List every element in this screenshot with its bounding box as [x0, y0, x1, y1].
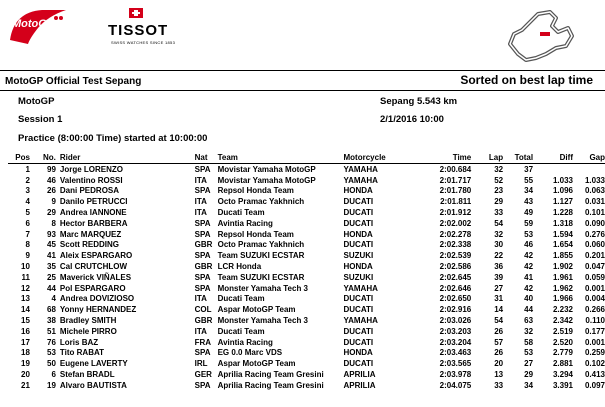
category-label: MotoGP [18, 96, 55, 107]
table-row [8, 358, 605, 369]
cell-time: 2:02.650 [439, 294, 472, 304]
cell-diff: 2.520 [552, 337, 573, 347]
cell-pos: 3 [25, 186, 30, 196]
cell-moto: DUCATI [343, 305, 374, 315]
table-row [8, 164, 605, 175]
cell-moto: HONDA [343, 229, 373, 239]
cell-team: Octo Pramac Yakhnich [217, 197, 305, 207]
table-row [8, 337, 605, 348]
table-row [8, 186, 605, 197]
cell-no: 8 [51, 218, 56, 228]
cell-team: Aprilia Racing Team Gresini [217, 380, 324, 390]
cell-rider: Aleix ESPARGARO [59, 251, 133, 261]
cell-lap: 31 [494, 294, 504, 304]
col-gap: Gap [573, 152, 605, 164]
cell-no: 93 [47, 229, 56, 239]
table-row [8, 240, 605, 251]
cell-diff: 1.961 [552, 272, 573, 282]
cell-pos: 5 [25, 208, 30, 218]
cell-time: 2:01.912 [439, 208, 472, 218]
cell-moto: DUCATI [343, 294, 374, 304]
track-map-icon [500, 4, 580, 66]
cell-rider: Marc MARQUEZ [59, 229, 122, 239]
title-divider [0, 90, 605, 91]
cell-gap: 0.060 [584, 240, 605, 250]
table-header-row [8, 152, 605, 164]
cell-lap: 23 [494, 186, 504, 196]
cell-no: 68 [47, 305, 56, 315]
cell-nat: GBR [194, 262, 213, 272]
cell-diff: 1.962 [552, 283, 573, 293]
col-lap: Lap [471, 152, 503, 164]
cell-lap: 33 [494, 380, 504, 390]
cell-rider: Hector BARBERA [59, 218, 128, 228]
cell-moto: DUCATI [343, 218, 374, 228]
cell-lap: 32 [494, 164, 504, 174]
cell-pos: 13 [21, 294, 30, 304]
cell-nat: GER [194, 370, 212, 380]
cell-no: 4 [51, 294, 56, 304]
cell-time: 2:03.026 [439, 316, 472, 326]
cell-no: 44 [47, 283, 56, 293]
cell-pos: 12 [21, 283, 30, 293]
cell-diff: 1.966 [552, 294, 573, 304]
cell-time: 2:00.684 [439, 164, 472, 174]
cell-nat: SPA [194, 218, 211, 228]
cell-pos: 6 [25, 218, 30, 228]
cell-no: 9 [51, 197, 56, 207]
cell-pos: 11 [21, 272, 30, 282]
cell-no: 53 [47, 348, 56, 358]
table-row [8, 283, 605, 294]
cell-total: 42 [524, 283, 534, 293]
cell-lap: 32 [494, 229, 504, 239]
cell-rider: Maverick VIÑALES [59, 272, 132, 282]
cell-lap: 39 [494, 272, 504, 282]
cell-moto: APRILIA [343, 380, 376, 390]
cell-gap: 0.201 [584, 251, 605, 261]
cell-total: 34 [524, 186, 534, 196]
cell-time: 2:02.586 [439, 262, 472, 272]
cell-no: 45 [47, 240, 56, 250]
table-row [8, 294, 605, 305]
cell-rider: Andrea DOVIZIOSO [59, 294, 135, 304]
cell-no: 41 [47, 251, 56, 261]
cell-pos: 15 [21, 316, 30, 326]
cell-gap: 0.031 [584, 197, 605, 207]
cell-gap: 0.101 [584, 208, 605, 218]
cell-team: Movistar Yamaha MotoGP [217, 175, 316, 185]
cell-pos: 20 [21, 370, 30, 380]
col-nat: Nat [195, 152, 218, 164]
cell-moto: APRILIA [343, 370, 376, 380]
cell-diff: 2.881 [552, 359, 573, 369]
cell-no: 6 [51, 370, 56, 380]
cell-total: 40 [524, 294, 534, 304]
cell-rider: Tito RABAT [59, 348, 105, 358]
cell-gap: 0.090 [584, 218, 605, 228]
cell-moto: DUCATI [343, 326, 374, 336]
cell-team: Movistar Yamaha MotoGP [217, 164, 316, 174]
cell-total: 42 [524, 251, 534, 261]
cell-nat: ITA [194, 326, 207, 336]
cell-diff: 3.391 [552, 380, 573, 390]
cell-moto: DUCATI [343, 359, 374, 369]
cell-time: 2:04.075 [439, 380, 472, 390]
cell-gap: 0.413 [584, 370, 605, 380]
cell-team: Ducati Team [217, 294, 265, 304]
col-diff: Diff [533, 152, 573, 164]
cell-rider: Stefan BRADL [59, 370, 115, 380]
cell-pos: 10 [21, 262, 30, 272]
cell-team: EG 0.0 Marc VDS [217, 348, 283, 358]
cell-nat: GBR [194, 316, 213, 326]
table-row [8, 380, 605, 391]
cell-total: 63 [524, 316, 534, 326]
cell-time: 2:03.978 [439, 370, 472, 380]
cell-lap: 30 [494, 240, 504, 250]
cell-rider: Pol ESPARGARO [59, 283, 126, 293]
cell-rider: Valentino ROSSI [59, 175, 123, 185]
cell-gap: 0.047 [584, 262, 605, 272]
cell-lap: 14 [494, 305, 504, 315]
cell-total: 53 [524, 348, 534, 358]
cell-rider: Loris BAZ [59, 337, 99, 347]
cell-team: Repsol Honda Team [217, 186, 294, 196]
cell-total: 59 [524, 218, 534, 228]
sort-title: Sorted on best lap time [460, 73, 593, 87]
cell-team: Ducati Team [217, 208, 265, 218]
cell-team: Octo Pramac Yakhnich [217, 240, 305, 250]
cell-pos: 18 [21, 348, 30, 358]
cell-time: 2:03.203 [439, 326, 472, 336]
cell-team: Aspar MotoGP Team [217, 359, 296, 369]
cell-total: 32 [524, 326, 534, 336]
cell-moto: YAMAHA [343, 283, 378, 293]
cell-diff: 1.033 [552, 175, 573, 185]
cell-rider: Danilo PETRUCCI [59, 197, 128, 207]
cell-pos: 8 [25, 240, 30, 250]
cell-time: 2:01.717 [439, 175, 472, 185]
cell-no: 25 [47, 272, 56, 282]
cell-lap: 36 [494, 262, 504, 272]
cell-nat: GBR [194, 240, 213, 250]
cell-time: 2:02.645 [439, 272, 472, 282]
cell-pos: 21 [21, 380, 30, 390]
cell-gap: 0.059 [584, 272, 605, 282]
cell-moto: YAMAHA [343, 175, 378, 185]
cell-lap: 13 [494, 370, 504, 380]
cell-moto: YAMAHA [343, 316, 378, 326]
cell-no: 38 [47, 316, 56, 326]
cell-nat: ITA [194, 175, 207, 185]
cell-time: 2:02.338 [439, 240, 472, 250]
cell-nat: FRA [194, 337, 212, 347]
table-row [8, 250, 605, 261]
table-row [8, 175, 605, 186]
cell-total: 55 [524, 175, 534, 185]
cell-pos: 1 [25, 164, 30, 174]
cell-total: 37 [524, 164, 534, 174]
cell-total: 27 [524, 359, 534, 369]
cell-time: 2:01.811 [440, 197, 472, 207]
table-row [8, 207, 605, 218]
cell-time: 2:03.204 [439, 337, 472, 347]
cell-team: Aspar MotoGP Team [217, 305, 296, 315]
cell-team: LCR Honda [217, 262, 262, 272]
cell-lap: 52 [494, 175, 504, 185]
cell-moto: DUCATI [343, 208, 374, 218]
cell-pos: 4 [25, 197, 30, 207]
cell-moto: HONDA [343, 262, 373, 272]
table-row [8, 272, 605, 283]
cell-gap: 0.266 [584, 305, 605, 315]
cell-no: 29 [47, 208, 56, 218]
cell-pos: 17 [21, 337, 30, 347]
cell-total: 46 [524, 240, 534, 250]
cell-diff: 2.232 [552, 305, 573, 315]
practice-note: Practice (8:00:00 Time) started at 10:00:00 [18, 133, 208, 144]
cell-no: 76 [47, 337, 56, 347]
header-divider [0, 70, 605, 71]
cell-diff [533, 164, 573, 175]
cell-no: 50 [47, 359, 56, 369]
cell-diff: 1.594 [552, 229, 573, 239]
cell-nat: ITA [194, 197, 207, 207]
cell-time: 2:02.646 [439, 283, 472, 293]
motogp-logo-text: MotoGP [12, 18, 55, 30]
cell-moto: DUCATI [343, 197, 374, 207]
table-row [8, 229, 605, 240]
table-row [8, 196, 605, 207]
cell-no: 51 [47, 326, 56, 336]
cell-gap: 0.001 [584, 337, 605, 347]
table-row [8, 326, 605, 337]
cell-lap: 54 [494, 316, 504, 326]
cell-total: 49 [524, 208, 534, 218]
cell-diff: 1.318 [552, 218, 573, 228]
cell-no: 35 [47, 262, 56, 272]
col-pos: Pos [8, 152, 34, 164]
cell-gap: 0.063 [584, 186, 605, 196]
cell-rider: Bradley SMITH [59, 316, 117, 326]
cell-pos: 19 [21, 359, 30, 369]
cell-time: 2:03.565 [439, 359, 472, 369]
cell-no: 19 [47, 380, 56, 390]
cell-diff: 1.228 [552, 208, 573, 218]
table-row [8, 218, 605, 229]
col-rider: Rider [60, 152, 195, 164]
cell-total: 29 [524, 370, 534, 380]
cell-total: 58 [524, 337, 534, 347]
results-table [8, 152, 605, 391]
cell-no: 46 [47, 175, 56, 185]
cell-total: 43 [524, 197, 534, 207]
cell-gap [573, 164, 605, 175]
session-label: Session 1 [18, 114, 63, 125]
cell-time: 2:02.278 [439, 229, 472, 239]
cell-team: Aprilia Racing Team Gresini [217, 370, 324, 380]
cell-lap: 33 [494, 208, 504, 218]
cell-total: 44 [524, 305, 534, 315]
cell-team: Repsol Honda Team [217, 229, 294, 239]
cell-pos: 7 [25, 229, 30, 239]
cell-no: 99 [47, 164, 56, 174]
cell-nat: COL [194, 305, 212, 315]
cell-total: 34 [524, 380, 534, 390]
cell-diff: 2.519 [552, 326, 573, 336]
cell-time: 2:02.539 [439, 251, 472, 261]
event-title: MotoGP Official Test Sepang [5, 76, 142, 87]
circuit-label: Sepang 5.543 km [380, 96, 458, 107]
cell-team: Team SUZUKI ECSTAR [217, 272, 305, 282]
cell-diff: 3.294 [552, 370, 573, 380]
cell-nat: SPA [194, 164, 211, 174]
cell-pos: 16 [21, 326, 30, 336]
cell-moto: SUZUKI [343, 272, 374, 282]
cell-diff: 1.096 [552, 186, 573, 196]
cell-gap: 0.097 [584, 380, 605, 390]
cell-gap: 0.001 [584, 283, 605, 293]
cell-time: 2:02.916 [439, 305, 472, 315]
cell-diff: 1.902 [552, 262, 573, 272]
cell-rider: Scott REDDING [59, 240, 120, 250]
cell-team: Ducati Team [217, 326, 265, 336]
cell-rider: Cal CRUTCHLOW [59, 262, 128, 272]
cell-nat: SPA [194, 186, 211, 196]
cell-no: 26 [47, 186, 56, 196]
cell-nat: ITA [194, 294, 207, 304]
cell-team: Avintia Racing [217, 218, 273, 228]
cell-lap: 57 [494, 337, 504, 347]
cell-gap: 1.033 [584, 175, 605, 185]
cell-team: Avintia Racing [217, 337, 273, 347]
cell-nat: SPA [194, 229, 211, 239]
table-row [8, 261, 605, 272]
col-total: Total [503, 152, 533, 164]
cell-rider: Eugene LAVERTY [59, 359, 128, 369]
cell-moto: HONDA [343, 186, 373, 196]
col-team: Team [218, 152, 344, 164]
cell-lap: 20 [494, 359, 504, 369]
cell-gap: 0.110 [585, 316, 605, 326]
cell-gap: 0.004 [584, 294, 605, 304]
col-time: Time [403, 152, 471, 164]
table-row [8, 315, 605, 326]
cell-lap: 26 [494, 348, 504, 358]
cell-rider: Andrea IANNONE [59, 208, 127, 218]
cell-nat: SPA [194, 272, 211, 282]
cell-moto: SUZUKI [343, 251, 374, 261]
tissot-wordmark: TISSOT [108, 22, 169, 39]
cell-nat: SPA [194, 380, 211, 390]
cell-rider: Yonny HERNANDEZ [59, 305, 137, 315]
cell-pos: 9 [25, 251, 30, 261]
cell-total: 42 [524, 262, 534, 272]
cell-moto: DUCATI [343, 240, 374, 250]
cell-team: Monster Yamaha Tech 3 [217, 316, 308, 326]
cell-gap: 0.276 [584, 229, 605, 239]
date-time-label: 2/1/2016 10:00 [380, 114, 444, 125]
col-motorcycle: Motorcycle [344, 152, 404, 164]
cell-nat: IRL [194, 359, 208, 369]
cell-rider: Jorge LORENZO [59, 164, 124, 174]
cell-time: 2:02.002 [439, 218, 472, 228]
cell-lap: 29 [494, 197, 504, 207]
cell-nat: SPA [194, 251, 211, 261]
cell-gap: 0.102 [584, 359, 605, 369]
cell-moto: YAMAHA [343, 164, 378, 174]
cell-nat: ITA [194, 208, 207, 218]
tissot-tagline: SWISS WATCHES SINCE 1853 [111, 40, 176, 45]
cell-pos: 2 [25, 175, 30, 185]
cell-lap: 27 [494, 283, 504, 293]
cell-rider: Dani PEDROSA [59, 186, 120, 196]
cell-rider: Michele PIRRO [59, 326, 117, 336]
cell-diff: 2.779 [552, 348, 573, 358]
cell-diff: 1.855 [552, 251, 573, 261]
cell-lap: 26 [494, 326, 504, 336]
cell-team: Monster Yamaha Tech 3 [217, 283, 308, 293]
cell-pos: 14 [21, 305, 30, 315]
cell-moto: HONDA [343, 348, 373, 358]
cell-moto: DUCATI [343, 337, 374, 347]
cell-rider: Alvaro BAUTISTA [59, 380, 127, 390]
cell-gap: 0.259 [584, 348, 605, 358]
cell-time: 2:03.463 [439, 348, 472, 358]
cell-total: 41 [524, 272, 534, 282]
table-row [8, 348, 605, 359]
cell-lap: 22 [494, 251, 504, 261]
cell-gap: 0.177 [584, 326, 605, 336]
cell-nat: SPA [194, 348, 211, 358]
cell-diff: 1.127 [552, 197, 573, 207]
table-row [8, 304, 605, 315]
cell-diff: 1.654 [552, 240, 573, 250]
cell-diff: 2.342 [552, 316, 573, 326]
cell-lap: 54 [494, 218, 504, 228]
table-row [8, 369, 605, 380]
cell-time: 2:01.780 [439, 186, 472, 196]
cell-team: Team SUZUKI ECSTAR [217, 251, 305, 261]
col-no: No. [34, 152, 60, 164]
cell-total: 53 [524, 229, 534, 239]
cell-nat: SPA [194, 283, 211, 293]
